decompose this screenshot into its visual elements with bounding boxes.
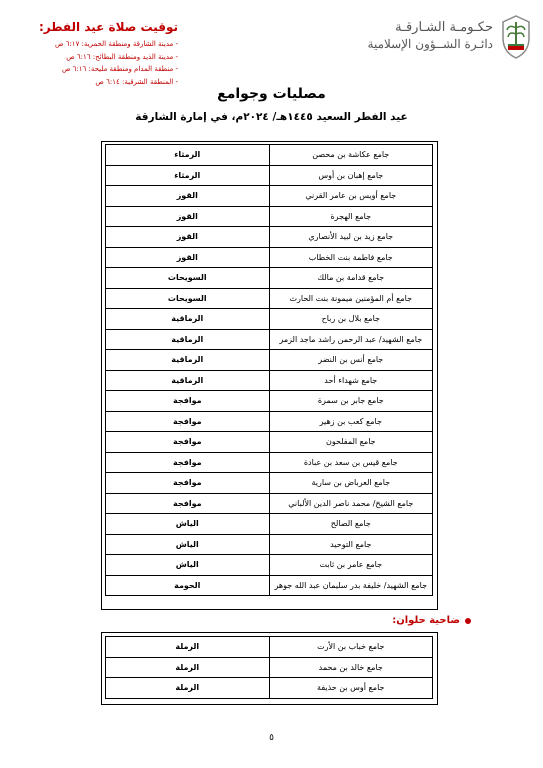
mosque-name-cell: جامع جابر بن سمرة — [269, 391, 432, 412]
area-cell: الياش — [106, 534, 270, 555]
table-row — [106, 186, 433, 207]
page-subtitle: عيد الفطر السعيد ١٤٤٥هـ/ ٢٠٢٤م، في إمارة الشارقة — [135, 111, 408, 123]
area-cell: موافجة — [106, 452, 270, 473]
table-row — [106, 165, 433, 186]
area-cell: القوز — [106, 206, 270, 227]
table-row — [106, 555, 433, 576]
area-cell: الرملة — [106, 637, 270, 658]
area-cell: موافجة — [106, 473, 270, 494]
table-row — [106, 350, 433, 371]
table-row — [106, 370, 433, 391]
section-heading — [392, 615, 471, 626]
table-row — [106, 432, 433, 453]
table-row — [106, 473, 433, 494]
mosque-name-cell: جامع زيد بن لبيد الأنصاري — [269, 227, 432, 248]
department-name: دائـرة الشــؤون الإسلامية — [367, 37, 493, 51]
table-row — [106, 411, 433, 432]
mosque-name-cell: جامع المفلحون — [269, 432, 432, 453]
area-cell: موافجة — [106, 493, 270, 514]
page-title: مصليات وجوامع — [217, 86, 326, 102]
table-row — [106, 145, 433, 166]
table-row — [106, 493, 433, 514]
eid-prayer-timing — [8, 20, 178, 88]
timing-line: - مدينة الشارقة ومنطقة الحمرية: ٦:١٧ ص — [54, 40, 178, 48]
table-row — [106, 288, 433, 309]
table-row — [106, 452, 433, 473]
table-row — [106, 329, 433, 350]
area-cell: السويحات — [106, 288, 270, 309]
area-cell: موافجة — [106, 391, 270, 412]
area-cell: الرماقية — [106, 329, 270, 350]
timing-line: - منطقة المدام ومنطقة مليحة: ٦:١٦ ص — [61, 65, 178, 73]
area-cell: الرماقية — [106, 350, 270, 371]
area-cell: الرمثاء — [106, 165, 270, 186]
area-cell: موافجة — [106, 432, 270, 453]
section-title: ضاحية حلوان: — [392, 615, 460, 626]
hilwan-mosques-table — [105, 636, 433, 699]
area-cell: موافجة — [106, 411, 270, 432]
table-row — [106, 575, 433, 596]
area-cell: السويحات — [106, 268, 270, 289]
department-logo — [363, 14, 533, 62]
page-number: ٥ — [269, 733, 274, 743]
area-cell: الرملة — [106, 657, 270, 678]
mosque-name-cell: جامع الشيخ/ محمد ناصر الدين الألباني — [269, 493, 432, 514]
mosque-name-cell: جامع عامر بن ثابت — [269, 555, 432, 576]
table-row — [106, 657, 433, 678]
org-name: حكـومـة الشـارقـة — [395, 20, 493, 35]
mosque-name-cell: جامع خباب بن الأرت — [269, 637, 432, 658]
mosque-name-cell: جامع قدامة بن مالك — [269, 268, 432, 289]
mosque-name-cell: جامع أنس بن النضر — [269, 350, 432, 371]
timing-line: - المنطقة الشرقية: ٦:١٤ ص — [95, 77, 178, 86]
mosque-name-cell: جامع أم المؤمنين ميمونة بنت الحارث — [269, 288, 432, 309]
table-row — [106, 637, 433, 658]
table-row — [106, 206, 433, 227]
mosque-name-cell: جامع الصالح — [269, 514, 432, 535]
mosque-name-cell: جامع الشهيد/ خليفة بدر سليمان عبد الله جوهر — [269, 575, 432, 596]
timing-line: - مدينة الذيد ومنطقة البطائح: ٦:١٦ ص — [66, 52, 178, 61]
area-cell: الحومة — [106, 575, 270, 596]
table-row — [106, 247, 433, 268]
mosque-name-cell: جامع إهبان بن أوس — [269, 165, 432, 186]
mosque-name-cell: جامع الهجرة — [269, 206, 432, 227]
timing-title: توقيت صلاة عيد الفطر: — [38, 20, 178, 34]
table-row — [106, 391, 433, 412]
area-cell: الرماقية — [106, 309, 270, 330]
mosque-name-cell: جامع كعب بن زهير — [269, 411, 432, 432]
table-row — [106, 268, 433, 289]
mosque-name-cell: جامع الشهيد/ عبد الرحمن راشد ماجد الزمر — [269, 329, 432, 350]
table-row — [106, 678, 433, 699]
area-cell: الرمثاء — [106, 145, 270, 166]
table-row — [106, 309, 433, 330]
mosque-name-cell: جامع قيس بن سعد بن عبادة — [269, 452, 432, 473]
area-cell: الياش — [106, 514, 270, 535]
area-cell: الرملة — [106, 678, 270, 699]
mosque-name-cell: جامع فاطمة بنت الخطاب — [269, 247, 432, 268]
emblem-icon — [499, 14, 533, 60]
mosque-name-cell: جامع خالد بن محمد — [269, 657, 432, 678]
mosque-name-cell: جامع عكاشة بن محصن — [269, 145, 432, 166]
area-cell: الياش — [106, 555, 270, 576]
area-cell: القوز — [106, 186, 270, 207]
area-cell: القوز — [106, 227, 270, 248]
logo-text — [368, 20, 493, 51]
mosque-name-cell: جامع العرباض بن سارية — [269, 473, 432, 494]
mosque-name-cell: جامع أويس بن عامر القرني — [269, 186, 432, 207]
table-row — [106, 514, 433, 535]
table-row — [106, 534, 433, 555]
mosque-name-cell: جامع بلال بن رباح — [269, 309, 432, 330]
mosque-name-cell: جامع أوس بن حذيفة — [269, 678, 432, 699]
mosque-name-cell: جامع شهداء أحد — [269, 370, 432, 391]
bullet-icon — [465, 618, 471, 624]
area-cell: القوز — [106, 247, 270, 268]
mosques-table — [105, 144, 433, 596]
area-cell: الرماقية — [106, 370, 270, 391]
table-row — [106, 227, 433, 248]
mosque-name-cell: جامع التوحيد — [269, 534, 432, 555]
